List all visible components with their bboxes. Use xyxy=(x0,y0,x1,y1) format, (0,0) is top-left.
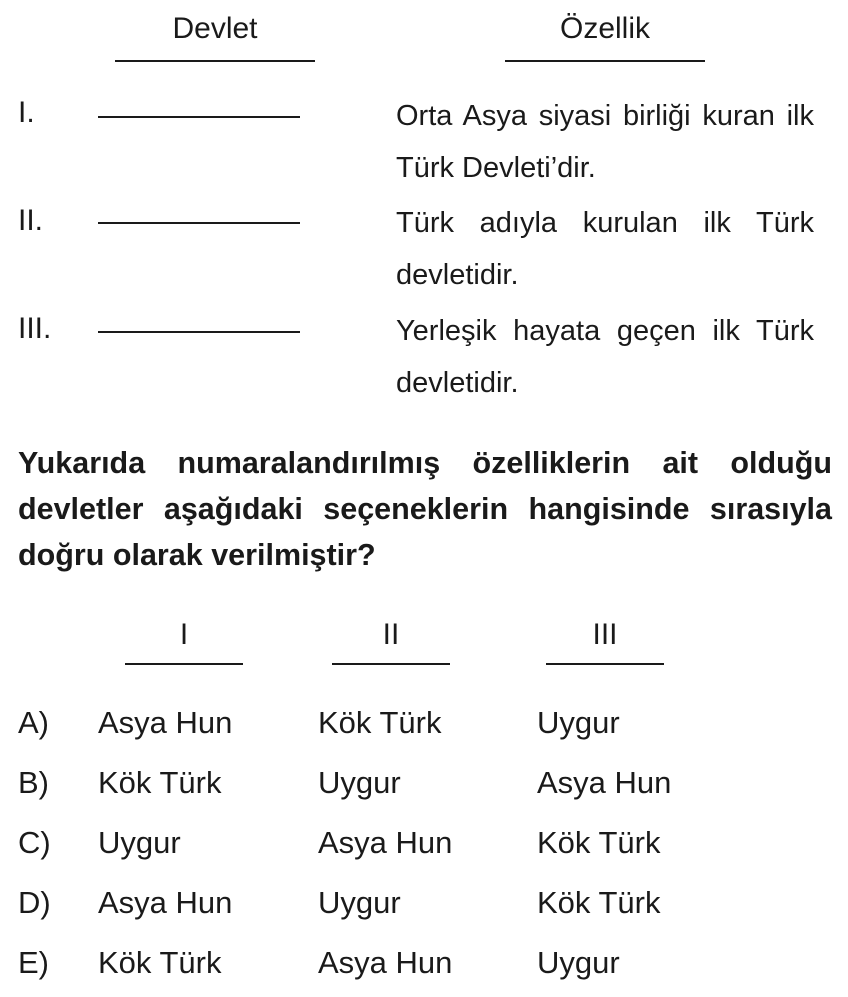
header-underline-ozellik xyxy=(505,60,705,62)
option-letter: E) xyxy=(18,945,49,980)
option-value-3: Kök Türk xyxy=(537,825,661,860)
option-column-underline-2 xyxy=(332,663,450,665)
option-value-1: Kök Türk xyxy=(98,765,222,800)
column-header-ozellik: Özellik xyxy=(559,12,650,45)
option-letter: C) xyxy=(18,825,51,860)
feature-text-1: Orta Asya siyasi birliği kuran ilk Türk Devleti’dir. xyxy=(396,100,814,184)
option-letter: B) xyxy=(18,765,49,800)
option-column-header-2: II xyxy=(382,618,400,651)
option-value-2: Asya Hun xyxy=(318,945,453,980)
row-numeral-2: II. xyxy=(18,204,44,237)
option-letter: D) xyxy=(18,885,51,920)
option-value-3: Asya Hun xyxy=(537,765,672,800)
option-value-1: Asya Hun xyxy=(98,705,233,740)
answer-blank-3 xyxy=(98,331,300,333)
option-value-3: Uygur xyxy=(537,705,620,740)
option-column-header-1: I xyxy=(179,618,189,651)
answer-blank-1 xyxy=(98,116,300,118)
option-column-underline-3 xyxy=(546,663,664,665)
option-value-3: Kök Türk xyxy=(537,885,661,920)
option-value-3: Uygur xyxy=(537,945,620,980)
option-value-1: Asya Hun xyxy=(98,885,233,920)
option-column-header-3: III xyxy=(592,618,618,651)
header-underline-devlet xyxy=(115,60,315,62)
option-value-2: Asya Hun xyxy=(318,825,453,860)
feature-text-3: Yerleşik hayata geçen ilk Türk devletidir. xyxy=(396,315,814,399)
row-numeral-3: III. xyxy=(18,312,52,345)
answer-blank-2 xyxy=(98,222,300,224)
option-value-2: Uygur xyxy=(318,885,401,920)
question-text: Yukarıda numaralandırılmış özelliklerin ait olduğu devletler aşağıdaki seçeneklerin hangisinde sırasıyla doğru olarak verilmiştir? xyxy=(18,446,832,572)
option-value-1: Kök Türk xyxy=(98,945,222,980)
option-column-underline-1 xyxy=(125,663,243,665)
option-value-1: Uygur xyxy=(98,825,181,860)
row-numeral-1: I. xyxy=(18,96,35,129)
option-letter: A) xyxy=(18,705,49,740)
option-value-2: Uygur xyxy=(318,765,401,800)
column-header-devlet: Devlet xyxy=(172,12,258,45)
option-value-2: Kök Türk xyxy=(318,705,442,740)
feature-text-2: Türk adıyla kurulan ilk Türk devletidir. xyxy=(396,207,814,291)
